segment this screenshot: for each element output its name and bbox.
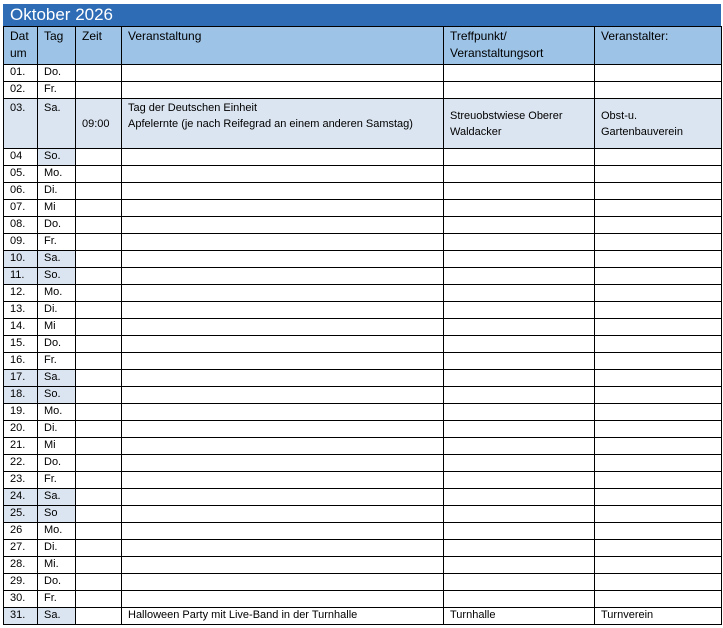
cell-veranstaltung[interactable] bbox=[122, 217, 444, 234]
cell-ort[interactable] bbox=[444, 557, 595, 574]
cell-veranstaltung[interactable] bbox=[122, 149, 444, 166]
cell-veranstalter[interactable] bbox=[595, 336, 722, 353]
event-title: Halloween Party mit Live-Band in der Turnhalle bbox=[128, 609, 358, 621]
cell-veranstalter[interactable] bbox=[595, 438, 722, 455]
cell-tag[interactable]: Di. bbox=[38, 302, 76, 319]
cell-datum[interactable]: 16. bbox=[4, 353, 38, 370]
cell-ort[interactable] bbox=[444, 353, 595, 370]
cell-datum[interactable]: 23. bbox=[4, 472, 38, 489]
cell-tag[interactable]: Do. bbox=[38, 574, 76, 591]
cell-veranstalter[interactable] bbox=[595, 268, 722, 285]
cell-veranstaltung[interactable] bbox=[122, 591, 444, 608]
cell-ort[interactable] bbox=[444, 472, 595, 489]
cell-ort[interactable] bbox=[444, 523, 595, 540]
table-row bbox=[4, 387, 722, 404]
cell-tag[interactable]: So. bbox=[38, 268, 76, 285]
cell-tag[interactable]: Sa. bbox=[38, 251, 76, 268]
cell-tag[interactable]: Di. bbox=[38, 540, 76, 557]
cell-ort[interactable] bbox=[444, 506, 595, 523]
header-zeit[interactable]: Zeit bbox=[76, 27, 122, 65]
header-veranstalter[interactable]: Veranstalter: bbox=[595, 27, 722, 65]
cell-veranstalter[interactable] bbox=[595, 353, 722, 370]
table-row bbox=[4, 217, 722, 234]
cell-tag[interactable]: Mi bbox=[38, 438, 76, 455]
cell-veranstaltung[interactable] bbox=[122, 82, 444, 99]
cell-datum[interactable]: 20. bbox=[4, 421, 38, 438]
table-row bbox=[4, 251, 722, 268]
event-title: Tag der Deutschen Einheit bbox=[128, 102, 258, 114]
table-row bbox=[4, 82, 722, 99]
cell-ort[interactable] bbox=[444, 404, 595, 421]
cell-veranstaltung[interactable] bbox=[122, 404, 444, 421]
cell-zeit[interactable] bbox=[76, 149, 122, 166]
table-row bbox=[4, 591, 722, 608]
cell-veranstaltung[interactable] bbox=[122, 608, 444, 625]
cell-veranstalter[interactable] bbox=[595, 574, 722, 591]
cell-veranstaltung[interactable] bbox=[122, 540, 444, 557]
cell-veranstalter[interactable] bbox=[595, 217, 722, 234]
table-row bbox=[4, 574, 722, 591]
header-ort[interactable]: Treffpunkt/ Veranstaltungsort bbox=[444, 27, 595, 65]
cell-veranstaltung[interactable] bbox=[122, 421, 444, 438]
cell-veranstaltung[interactable] bbox=[122, 438, 444, 455]
cell-tag[interactable]: Mi bbox=[38, 200, 76, 217]
cell-veranstaltung[interactable] bbox=[122, 99, 444, 149]
table-row bbox=[4, 166, 722, 183]
table-row bbox=[4, 472, 722, 489]
cell-veranstalter[interactable] bbox=[595, 421, 722, 438]
cell-ort[interactable] bbox=[444, 166, 595, 183]
cell-datum[interactable]: 06. bbox=[4, 183, 38, 200]
cell-ort[interactable] bbox=[444, 217, 595, 234]
cell-veranstalter[interactable] bbox=[595, 472, 722, 489]
cell-zeit[interactable] bbox=[76, 438, 122, 455]
cell-veranstaltung[interactable] bbox=[122, 506, 444, 523]
cell-ort[interactable] bbox=[444, 149, 595, 166]
cell-datum[interactable]: 26 bbox=[4, 523, 38, 540]
cell-zeit[interactable] bbox=[76, 234, 122, 251]
cell-ort[interactable] bbox=[444, 251, 595, 268]
table-row bbox=[4, 99, 722, 149]
table-row bbox=[4, 404, 722, 421]
cell-ort[interactable] bbox=[444, 421, 595, 438]
cell-ort[interactable] bbox=[444, 234, 595, 251]
cell-datum[interactable]: 17. bbox=[4, 370, 38, 387]
cell-veranstaltung[interactable] bbox=[122, 183, 444, 200]
cell-zeit[interactable]: 09:00 bbox=[76, 99, 122, 149]
cell-tag[interactable]: Mo. bbox=[38, 285, 76, 302]
cell-ort[interactable] bbox=[444, 455, 595, 472]
table-row bbox=[4, 234, 722, 251]
table-row bbox=[4, 421, 722, 438]
cell-veranstaltung[interactable] bbox=[122, 455, 444, 472]
cell-datum[interactable]: 01. bbox=[4, 65, 38, 82]
cell-ort[interactable] bbox=[444, 302, 595, 319]
cell-tag[interactable]: So. bbox=[38, 387, 76, 404]
cell-zeit[interactable] bbox=[76, 489, 122, 506]
cell-veranstalter[interactable] bbox=[595, 302, 722, 319]
cell-zeit[interactable] bbox=[76, 557, 122, 574]
cell-datum[interactable]: 25. bbox=[4, 506, 38, 523]
cell-datum[interactable]: 03. bbox=[4, 99, 38, 149]
cell-veranstalter[interactable] bbox=[595, 183, 722, 200]
cell-ort[interactable] bbox=[444, 540, 595, 557]
cell-zeit[interactable] bbox=[76, 540, 122, 557]
cell-veranstalter[interactable] bbox=[595, 234, 722, 251]
cell-tag[interactable]: Sa. bbox=[38, 489, 76, 506]
cell-tag[interactable]: Di. bbox=[38, 183, 76, 200]
cell-tag[interactable]: Sa. bbox=[38, 608, 76, 625]
cell-veranstalter[interactable] bbox=[595, 200, 722, 217]
cell-tag[interactable]: Di. bbox=[38, 421, 76, 438]
cell-veranstalter[interactable] bbox=[595, 149, 722, 166]
header-row bbox=[4, 27, 722, 65]
cell-zeit[interactable] bbox=[76, 421, 122, 438]
cell-tag[interactable]: Fr. bbox=[38, 234, 76, 251]
cell-datum[interactable]: 11. bbox=[4, 268, 38, 285]
cell-tag[interactable]: Mo. bbox=[38, 166, 76, 183]
cell-zeit[interactable] bbox=[76, 387, 122, 404]
cell-veranstaltung[interactable] bbox=[122, 251, 444, 268]
cell-veranstalter[interactable] bbox=[595, 557, 722, 574]
cell-tag[interactable]: Mi. bbox=[38, 557, 76, 574]
cell-zeit[interactable] bbox=[76, 370, 122, 387]
cell-veranstalter[interactable] bbox=[595, 370, 722, 387]
cell-zeit[interactable] bbox=[76, 506, 122, 523]
cell-veranstalter[interactable] bbox=[595, 455, 722, 472]
cell-tag[interactable]: Fr. bbox=[38, 591, 76, 608]
cell-veranstaltung[interactable] bbox=[122, 166, 444, 183]
cell-datum[interactable]: 21. bbox=[4, 438, 38, 455]
cell-zeit[interactable] bbox=[76, 591, 122, 608]
cell-datum[interactable]: 28. bbox=[4, 557, 38, 574]
cell-veranstalter[interactable] bbox=[595, 506, 722, 523]
cell-zeit[interactable] bbox=[76, 523, 122, 540]
cell-ort[interactable]: Turnhalle bbox=[444, 608, 595, 625]
table-row bbox=[4, 523, 722, 540]
table-row bbox=[4, 336, 722, 353]
cell-tag[interactable]: Mo. bbox=[38, 404, 76, 421]
cell-veranstaltung[interactable] bbox=[122, 370, 444, 387]
table-row bbox=[4, 302, 722, 319]
cell-veranstalter[interactable] bbox=[595, 591, 722, 608]
cell-veranstaltung[interactable] bbox=[122, 336, 444, 353]
cell-zeit[interactable] bbox=[76, 251, 122, 268]
cell-tag[interactable]: Do. bbox=[38, 217, 76, 234]
table-row bbox=[4, 557, 722, 574]
header-veranstaltung[interactable]: Veranstaltung bbox=[122, 27, 444, 65]
cell-datum[interactable]: 04 bbox=[4, 149, 38, 166]
event-description: Apfelernte (je nach Reifegrad an einem anderen Samstag) bbox=[128, 118, 413, 130]
cell-zeit[interactable] bbox=[76, 608, 122, 625]
cell-veranstalter[interactable] bbox=[595, 540, 722, 557]
cell-veranstaltung[interactable] bbox=[122, 285, 444, 302]
cell-datum[interactable]: 13. bbox=[4, 302, 38, 319]
cell-veranstaltung[interactable] bbox=[122, 523, 444, 540]
cell-zeit[interactable] bbox=[76, 353, 122, 370]
cell-ort[interactable] bbox=[444, 183, 595, 200]
cell-ort[interactable] bbox=[444, 336, 595, 353]
cell-datum[interactable]: 15. bbox=[4, 336, 38, 353]
cell-zeit[interactable] bbox=[76, 574, 122, 591]
cell-zeit[interactable] bbox=[76, 200, 122, 217]
cell-zeit[interactable] bbox=[76, 319, 122, 336]
cell-ort[interactable] bbox=[444, 489, 595, 506]
cell-veranstaltung[interactable] bbox=[122, 557, 444, 574]
cell-veranstaltung[interactable] bbox=[122, 353, 444, 370]
cell-veranstalter[interactable] bbox=[595, 251, 722, 268]
cell-zeit[interactable] bbox=[76, 455, 122, 472]
cell-veranstalter[interactable] bbox=[595, 319, 722, 336]
cell-zeit[interactable] bbox=[76, 166, 122, 183]
cell-veranstaltung[interactable] bbox=[122, 472, 444, 489]
cell-ort[interactable] bbox=[444, 387, 595, 404]
cell-datum[interactable]: 12. bbox=[4, 285, 38, 302]
cell-datum[interactable]: 18. bbox=[4, 387, 38, 404]
cell-veranstaltung[interactable] bbox=[122, 387, 444, 404]
cell-ort[interactable] bbox=[444, 370, 595, 387]
cell-ort[interactable] bbox=[444, 82, 595, 99]
cell-zeit[interactable] bbox=[76, 404, 122, 421]
table-row bbox=[4, 319, 722, 336]
cell-ort[interactable] bbox=[444, 200, 595, 217]
cell-zeit[interactable] bbox=[76, 183, 122, 200]
cell-datum[interactable]: 08. bbox=[4, 217, 38, 234]
table-row bbox=[4, 370, 722, 387]
cell-tag[interactable]: Do. bbox=[38, 336, 76, 353]
table-row bbox=[4, 353, 722, 370]
cell-tag[interactable]: Mi bbox=[38, 319, 76, 336]
table-row bbox=[4, 506, 722, 523]
cell-zeit[interactable] bbox=[76, 336, 122, 353]
table-row bbox=[4, 285, 722, 302]
cell-ort[interactable] bbox=[444, 438, 595, 455]
cell-ort[interactable] bbox=[444, 268, 595, 285]
cell-datum[interactable]: 07. bbox=[4, 200, 38, 217]
cell-tag[interactable]: So bbox=[38, 506, 76, 523]
cell-veranstalter[interactable] bbox=[595, 404, 722, 421]
cell-veranstaltung[interactable] bbox=[122, 489, 444, 506]
cell-veranstalter[interactable]: Turnverein bbox=[595, 608, 722, 625]
cell-zeit[interactable] bbox=[76, 472, 122, 489]
event-calendar-table bbox=[3, 26, 722, 625]
cell-veranstalter[interactable] bbox=[595, 523, 722, 540]
table-row bbox=[4, 489, 722, 506]
cell-ort[interactable] bbox=[444, 285, 595, 302]
cell-veranstalter[interactable] bbox=[595, 285, 722, 302]
cell-veranstaltung[interactable] bbox=[122, 319, 444, 336]
cell-tag[interactable]: Fr. bbox=[38, 472, 76, 489]
cell-zeit[interactable] bbox=[76, 302, 122, 319]
cell-datum[interactable]: 10. bbox=[4, 251, 38, 268]
cell-zeit[interactable] bbox=[76, 82, 122, 99]
cell-datum[interactable]: 19. bbox=[4, 404, 38, 421]
cell-ort[interactable]: Streuobstwiese Oberer Waldacker bbox=[444, 99, 595, 149]
cell-veranstalter[interactable] bbox=[595, 489, 722, 506]
cell-datum[interactable]: 30. bbox=[4, 591, 38, 608]
cell-zeit[interactable] bbox=[76, 285, 122, 302]
cell-zeit[interactable] bbox=[76, 65, 122, 82]
cell-datum[interactable]: 29. bbox=[4, 574, 38, 591]
cell-ort[interactable] bbox=[444, 574, 595, 591]
table-row bbox=[4, 438, 722, 455]
cell-tag[interactable]: So. bbox=[38, 149, 76, 166]
cell-veranstalter[interactable] bbox=[595, 387, 722, 404]
table-row bbox=[4, 455, 722, 472]
table-row bbox=[4, 65, 722, 82]
cell-datum[interactable]: 24. bbox=[4, 489, 38, 506]
cell-datum[interactable]: 14. bbox=[4, 319, 38, 336]
cell-tag[interactable]: Sa. bbox=[38, 99, 76, 149]
header-tag[interactable]: Tag bbox=[38, 27, 76, 65]
cell-tag[interactable]: Fr. bbox=[38, 353, 76, 370]
cell-veranstalter[interactable]: Obst-u. Gartenbauverein bbox=[595, 99, 722, 149]
cell-tag[interactable]: Do. bbox=[38, 455, 76, 472]
cell-datum[interactable]: 22. bbox=[4, 455, 38, 472]
cell-datum[interactable]: 09. bbox=[4, 234, 38, 251]
cell-ort[interactable] bbox=[444, 65, 595, 82]
cell-veranstaltung[interactable] bbox=[122, 574, 444, 591]
table-row bbox=[4, 149, 722, 166]
cell-datum[interactable]: 27. bbox=[4, 540, 38, 557]
cell-veranstaltung[interactable] bbox=[122, 200, 444, 217]
table-row bbox=[4, 200, 722, 217]
table-row bbox=[4, 540, 722, 557]
cell-veranstalter[interactable] bbox=[595, 166, 722, 183]
cell-tag[interactable]: Fr. bbox=[38, 82, 76, 99]
cell-ort[interactable] bbox=[444, 591, 595, 608]
table-row bbox=[4, 608, 722, 625]
cell-veranstalter[interactable] bbox=[595, 82, 722, 99]
cell-tag[interactable]: Sa. bbox=[38, 370, 76, 387]
cell-tag[interactable]: Mo. bbox=[38, 523, 76, 540]
cell-tag[interactable]: Do. bbox=[38, 65, 76, 82]
month-title: Oktober 2026 bbox=[3, 4, 721, 26]
cell-datum[interactable]: 31. bbox=[4, 608, 38, 625]
cell-veranstaltung[interactable] bbox=[122, 65, 444, 82]
cell-datum[interactable]: 02. bbox=[4, 82, 38, 99]
cell-veranstaltung[interactable] bbox=[122, 234, 444, 251]
cell-datum[interactable]: 05. bbox=[4, 166, 38, 183]
cell-veranstaltung[interactable] bbox=[122, 302, 444, 319]
cell-zeit[interactable] bbox=[76, 217, 122, 234]
header-datum[interactable]: Dat um bbox=[4, 27, 38, 65]
table-row bbox=[4, 183, 722, 200]
cell-zeit[interactable] bbox=[76, 268, 122, 285]
cell-veranstaltung[interactable] bbox=[122, 268, 444, 285]
cell-ort[interactable] bbox=[444, 319, 595, 336]
cell-veranstalter[interactable] bbox=[595, 65, 722, 82]
table-row bbox=[4, 268, 722, 285]
